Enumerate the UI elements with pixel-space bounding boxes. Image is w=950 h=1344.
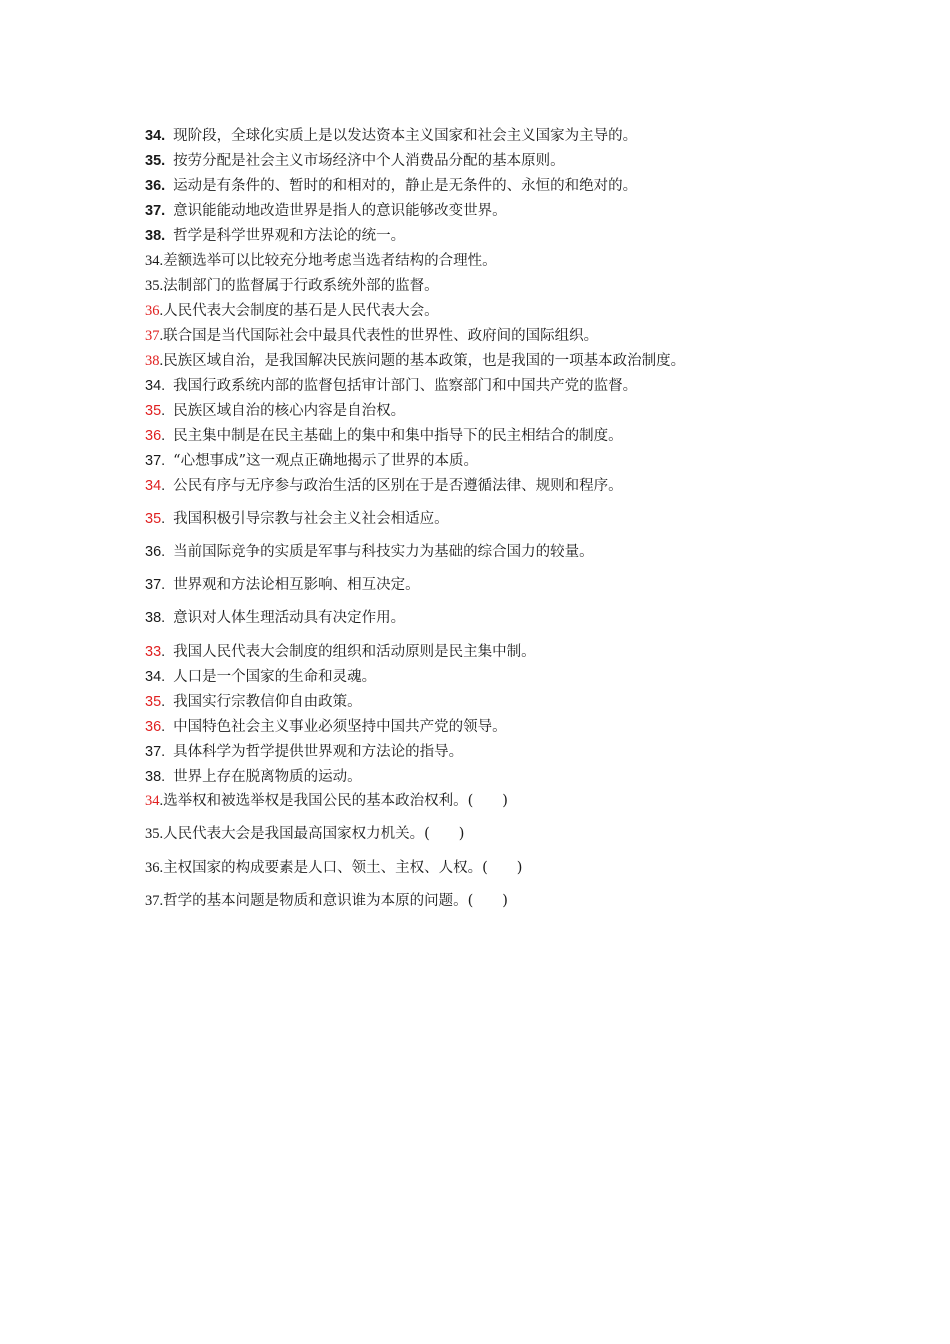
item-separator: . — [159, 793, 164, 809]
statement-line — [145, 891, 508, 911]
statement-text: 我国行政系统内部的监督包括审计部门、监察部门和中国共产党的监督。 — [173, 378, 638, 394]
statement-text: 人民代表大会是我国最高国家权力机关。( ) — [163, 826, 465, 842]
statement-line — [145, 276, 439, 296]
statement-text: 我国实行宗教信仰自由政策。 — [173, 694, 362, 710]
item-separator: . — [161, 694, 166, 710]
item-number: 34 — [145, 478, 162, 494]
statement-line — [145, 575, 420, 595]
statement-line — [145, 742, 463, 762]
item-separator: . — [161, 203, 166, 219]
statement-line — [145, 767, 362, 787]
statement-line — [145, 642, 536, 662]
statement-line — [145, 608, 405, 628]
statement-text: 当前国际竞争的实质是军事与科技实力为基础的综合国力的较量。 — [173, 544, 594, 560]
statement-text: 民族区域自治，是我国解决民族问题的基本政策，也是我国的一项基本政治制度。 — [163, 353, 686, 369]
item-separator: . — [159, 253, 164, 269]
statement-line — [145, 126, 637, 146]
statement-line — [145, 791, 508, 811]
item-separator: . — [161, 178, 166, 194]
statement-line — [145, 176, 637, 196]
item-number: 38 — [145, 769, 162, 785]
item-separator: . — [159, 893, 164, 909]
statement-text: 世界上存在脱离物质的运动。 — [173, 769, 362, 785]
item-number: 36 — [145, 719, 162, 735]
statement-line — [145, 717, 507, 737]
item-number: 38 — [145, 228, 162, 244]
item-number: 35 — [145, 153, 162, 169]
statement-text: 运动是有条件的、暂时的和相对的，静止是无条件的、永恒的和绝对的。 — [173, 178, 638, 194]
item-separator: . — [161, 153, 166, 169]
statement-text: 中国特色社会主义事业必须坚持中国共产党的领导。 — [173, 719, 507, 735]
statement-text: 具体科学为哲学提供世界观和方法论的指导。 — [173, 744, 464, 760]
item-separator: . — [161, 403, 166, 419]
statement-text: 哲学是科学世界观和方法论的统一。 — [173, 228, 406, 244]
item-number: 38 — [145, 353, 160, 369]
statement-line — [145, 376, 637, 396]
item-number: 37 — [145, 453, 162, 469]
item-separator: . — [161, 644, 166, 660]
item-number: 35 — [145, 694, 162, 710]
item-separator: . — [159, 328, 164, 344]
statement-text: 人口是一个国家的生命和灵魂。 — [173, 669, 377, 685]
item-number: 37 — [145, 577, 162, 593]
statement-line — [145, 251, 497, 271]
statement-text: 民主集中制是在民主基础上的集中和集中指导下的民主相结合的制度。 — [173, 428, 623, 444]
statement-text: 意识能能动地改造世界是指人的意识能够改变世界。 — [173, 203, 507, 219]
statement-line — [145, 151, 565, 171]
item-number: 37 — [145, 328, 160, 344]
statement-line — [145, 201, 507, 221]
statement-text: 民族区域自治的核心内容是自治权。 — [173, 403, 406, 419]
item-separator: . — [161, 511, 166, 527]
item-separator: . — [161, 378, 166, 394]
statement-text: 哲学的基本问题是物质和意识谁为本原的问题。( ) — [163, 893, 508, 909]
item-number: 37 — [145, 744, 162, 760]
item-separator: . — [161, 610, 166, 626]
statement-line — [145, 692, 362, 712]
statement-line — [145, 824, 464, 844]
item-number: 36 — [145, 544, 162, 560]
statement-line — [145, 451, 478, 471]
statement-text: 选举权和被选举权是我国公民的基本政治权利。( ) — [163, 793, 508, 809]
statement-line — [145, 426, 623, 446]
item-number: 35 — [145, 511, 162, 527]
item-number: 37 — [145, 203, 162, 219]
statement-line — [145, 326, 598, 346]
item-number: 33 — [145, 644, 162, 660]
statement-text: 世界观和方法论相互影响、相互决定。 — [173, 577, 420, 593]
item-number: 36 — [145, 178, 162, 194]
item-separator: . — [161, 453, 166, 469]
statement-text: 意识对人体生理活动具有决定作用。 — [173, 610, 406, 626]
item-number: 34 — [145, 253, 160, 269]
item-separator: . — [161, 769, 166, 785]
statement-text: 公民有序与无序参与政治生活的区别在于是否遵循法律、规则和程序。 — [173, 478, 623, 494]
statement-text: 主权国家的构成要素是人口、领土、主权、人权。( ) — [163, 860, 523, 876]
item-separator: . — [159, 860, 164, 876]
statement-text: 人民代表大会制度的基石是人民代表大会。 — [163, 303, 439, 319]
statement-text: 联合国是当代国际社会中最具代表性的世界性、政府间的国际组织。 — [163, 328, 599, 344]
item-number: 34 — [145, 793, 160, 809]
item-separator: . — [161, 478, 166, 494]
statement-line — [145, 401, 405, 421]
item-separator: . — [159, 278, 164, 294]
item-separator: . — [161, 719, 166, 735]
statement-line — [145, 667, 376, 687]
item-separator: . — [161, 577, 166, 593]
item-number: 36 — [145, 303, 160, 319]
item-separator: . — [161, 544, 166, 560]
item-separator: . — [161, 669, 166, 685]
item-number: 36 — [145, 428, 162, 444]
item-separator: . — [159, 303, 164, 319]
item-number: 35 — [145, 403, 162, 419]
statement-text: 法制部门的监督属于行政系统外部的监督。 — [163, 278, 439, 294]
statement-text: 我国积极引导宗教与社会主义社会相适应。 — [173, 511, 449, 527]
item-number: 34 — [145, 669, 162, 685]
item-separator: . — [159, 826, 164, 842]
item-number: 35 — [145, 826, 160, 842]
statement-text: 我国人民代表大会制度的组织和活动原则是民主集中制。 — [173, 644, 536, 660]
item-number: 34 — [145, 128, 162, 144]
statement-line — [145, 351, 685, 371]
statement-text: 按劳分配是社会主义市场经济中个人消费品分配的基本原则。 — [173, 153, 565, 169]
item-number: 38 — [145, 610, 162, 626]
statement-text: 现阶段，全球化实质上是以发达资本主义国家和社会主义国家为主导的。 — [173, 128, 638, 144]
statement-text: “心想事成”这一观点正确地揭示了世界的本质。 — [173, 453, 478, 469]
item-number: 37 — [145, 893, 160, 909]
item-number: 36 — [145, 860, 160, 876]
item-separator: . — [161, 228, 166, 244]
item-separator: . — [161, 128, 166, 144]
statement-line — [145, 301, 439, 321]
statement-line — [145, 476, 623, 496]
item-number: 34 — [145, 378, 162, 394]
item-separator: . — [161, 428, 166, 444]
statement-line — [145, 858, 522, 878]
item-separator: . — [161, 744, 166, 760]
statement-text: 差额选举可以比较充分地考虑当选者结构的合理性。 — [163, 253, 497, 269]
item-separator: . — [159, 353, 164, 369]
statement-line — [145, 542, 594, 562]
statement-line — [145, 226, 405, 246]
statement-line — [145, 509, 449, 529]
item-number: 35 — [145, 278, 160, 294]
